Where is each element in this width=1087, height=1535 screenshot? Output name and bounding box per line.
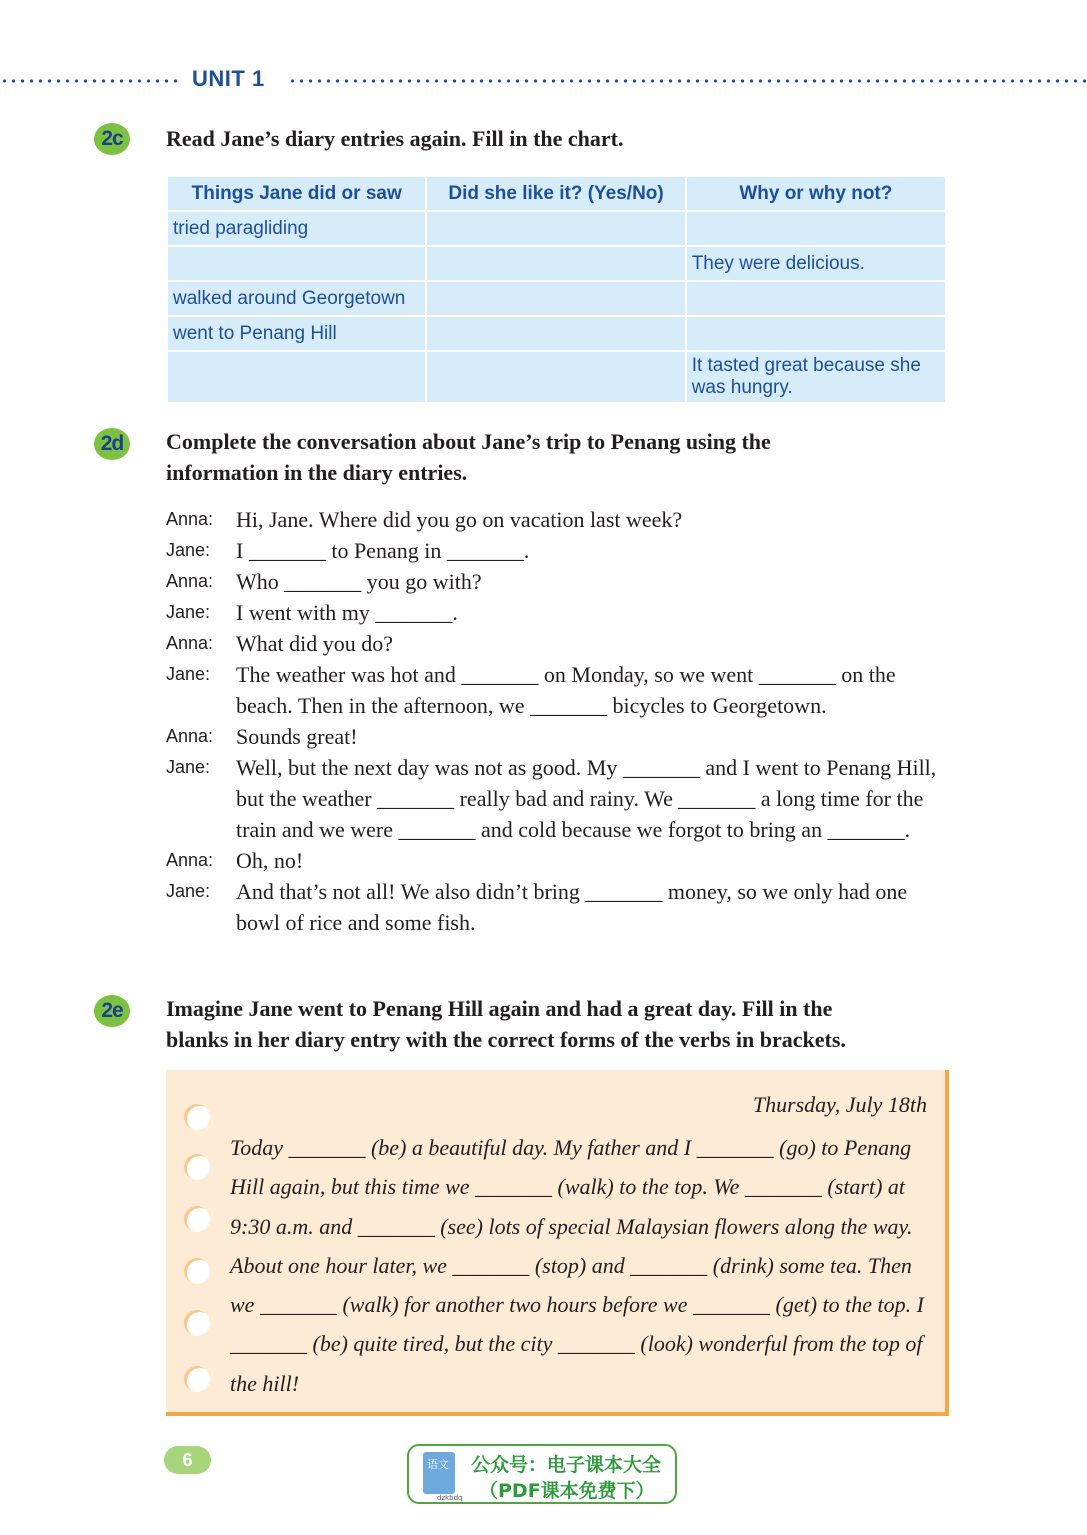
chart-header-row xyxy=(168,177,945,210)
conversation xyxy=(166,504,956,938)
chart-header: Things Jane did or saw xyxy=(168,177,425,210)
chart-cell[interactable]: They were delicious. xyxy=(687,247,945,280)
speaker-label: Jane: xyxy=(166,540,211,560)
dialogue-line xyxy=(166,566,956,597)
dialogue-text: Who _______ you go with? xyxy=(236,569,482,594)
chart-cell[interactable] xyxy=(168,247,425,280)
diary-text: Today _______ (be) a beautiful day. My father and I _______ (go) to Penang Hill again, but this time we _______ (walk) to the top. We _______ (start) at 9:30 a.m. and _______ (see) lots of special Malaysian flowers along the way. About one hour later, we _______ (stop) and _______ (drink) some tea. Then we _______ (walk) for another two hours before we _______ (get) to the top. I _______ (be) quite tired, but the city _______ (look) wonderful from the top of the hill! xyxy=(230,1135,924,1396)
dialogue-line xyxy=(166,597,956,628)
dialogue-line xyxy=(166,535,956,566)
chart-cell[interactable] xyxy=(687,317,945,350)
chart-cell[interactable]: It tasted great because she was hungry. xyxy=(687,352,945,402)
unit-title: UNIT 1 xyxy=(192,66,265,91)
chart-cell[interactable] xyxy=(427,352,684,402)
chart-cell[interactable] xyxy=(168,352,425,402)
dialogue-line xyxy=(166,752,956,845)
chart-cell[interactable] xyxy=(687,282,945,315)
chart-cell[interactable] xyxy=(427,212,684,245)
instruction-2d-line1: Complete the conversation about Jane’s trip to Penang using the xyxy=(166,429,771,454)
book-icon-label: 语文 xyxy=(427,1458,449,1471)
book-icon xyxy=(423,1452,455,1494)
dialogue-text: Hi, Jane. Where did you go on vacation last week? xyxy=(236,507,683,532)
dialogue-text: Sounds great! xyxy=(236,724,358,749)
page-number: 6 xyxy=(164,1446,211,1474)
notebook-ring-icon xyxy=(184,1104,210,1130)
chart-row xyxy=(168,317,945,350)
dialogue-line xyxy=(166,659,956,721)
dialogue-text: And that’s not all! We also didn’t bring _______ money, so we only had one bowl of rice and some fish. xyxy=(236,879,908,935)
diary-entry-box xyxy=(166,1070,949,1416)
diary-date: Thursday, July 18th xyxy=(752,1092,927,1117)
dialogue-text: Well, but the next day was not as good. My _______ and I went to Penang Hill, but the weather _______ really bad and rainy. We _______ a long time for the train and we were _______ and cold because we forgot to bring an _______. xyxy=(236,755,937,842)
chart-header: Why or why not? xyxy=(687,177,945,210)
unit-header xyxy=(0,62,1087,98)
speaker-label: Jane: xyxy=(166,664,211,684)
chart-cell[interactable] xyxy=(427,247,684,280)
speaker-label: Jane: xyxy=(166,757,211,777)
chart-row xyxy=(168,352,945,402)
chart-header: Did she like it? (Yes/No) xyxy=(427,177,684,210)
stamp-small-text: dzkbdq xyxy=(437,1494,463,1502)
chart-cell[interactable] xyxy=(427,317,684,350)
speaker-label: Jane: xyxy=(166,881,211,901)
section-badge-2c: 2c xyxy=(94,123,130,155)
stamp-line2: （PDF课本免费下） xyxy=(479,1480,655,1502)
dialogue-text: Oh, no! xyxy=(236,848,304,873)
notebook-ring-icon xyxy=(184,1206,210,1232)
chart-cell[interactable]: walked around Georgetown xyxy=(168,282,425,315)
notebook-ring-icon xyxy=(184,1310,210,1336)
speaker-label: Jane: xyxy=(166,602,211,622)
dialogue-line xyxy=(166,876,956,938)
chart-cell[interactable] xyxy=(427,282,684,315)
speaker-label: Anna: xyxy=(166,726,214,746)
chart-cell[interactable] xyxy=(687,212,945,245)
dotted-divider-left xyxy=(0,79,178,83)
notebook-ring-icon xyxy=(184,1366,210,1392)
notebook-ring-icon xyxy=(184,1258,210,1284)
section-badge-2d: 2d xyxy=(94,428,130,460)
chart-row xyxy=(168,247,945,280)
chart-row xyxy=(168,282,945,315)
dialogue-text: What did you do? xyxy=(236,631,394,656)
dialogue-text: I went with my _______. xyxy=(236,600,458,625)
dialogue-text: The weather was hot and _______ on Monday, so we went _______ on the beach. Then in the afternoon, we _______ bicycles to Georgetown. xyxy=(236,662,896,718)
speaker-label: Anna: xyxy=(166,633,214,653)
fill-in-chart xyxy=(166,175,947,404)
dialogue-line xyxy=(166,845,956,876)
speaker-label: Anna: xyxy=(166,509,214,529)
dialogue-line xyxy=(166,504,956,535)
dialogue-text: I _______ to Penang in _______. xyxy=(236,538,530,563)
section-badge-2e: 2e xyxy=(94,995,130,1027)
dialogue-line xyxy=(166,628,956,659)
instruction-2e-line1: Imagine Jane went to Penang Hill again and had a great day. Fill in the xyxy=(166,996,833,1021)
instruction-2e-line2: blanks in her diary entry with the correct forms of the verbs in brackets. xyxy=(166,1027,846,1052)
instruction-2d-line2: information in the diary entries. xyxy=(166,460,468,485)
dotted-divider-right xyxy=(288,79,1087,83)
instruction-2c: Read Jane’s diary entries again. Fill in the chart. xyxy=(166,126,624,151)
speaker-label: Anna: xyxy=(166,571,214,591)
speaker-label: Anna: xyxy=(166,850,214,870)
notebook-ring-icon xyxy=(184,1154,210,1180)
chart-cell[interactable]: went to Penang Hill xyxy=(168,317,425,350)
chart-cell[interactable]: tried paragliding xyxy=(168,212,425,245)
watermark-stamp xyxy=(407,1444,677,1504)
dialogue-line xyxy=(166,721,956,752)
chart-row xyxy=(168,212,945,245)
stamp-line1: 公众号：电子课本大全 xyxy=(471,1454,662,1476)
